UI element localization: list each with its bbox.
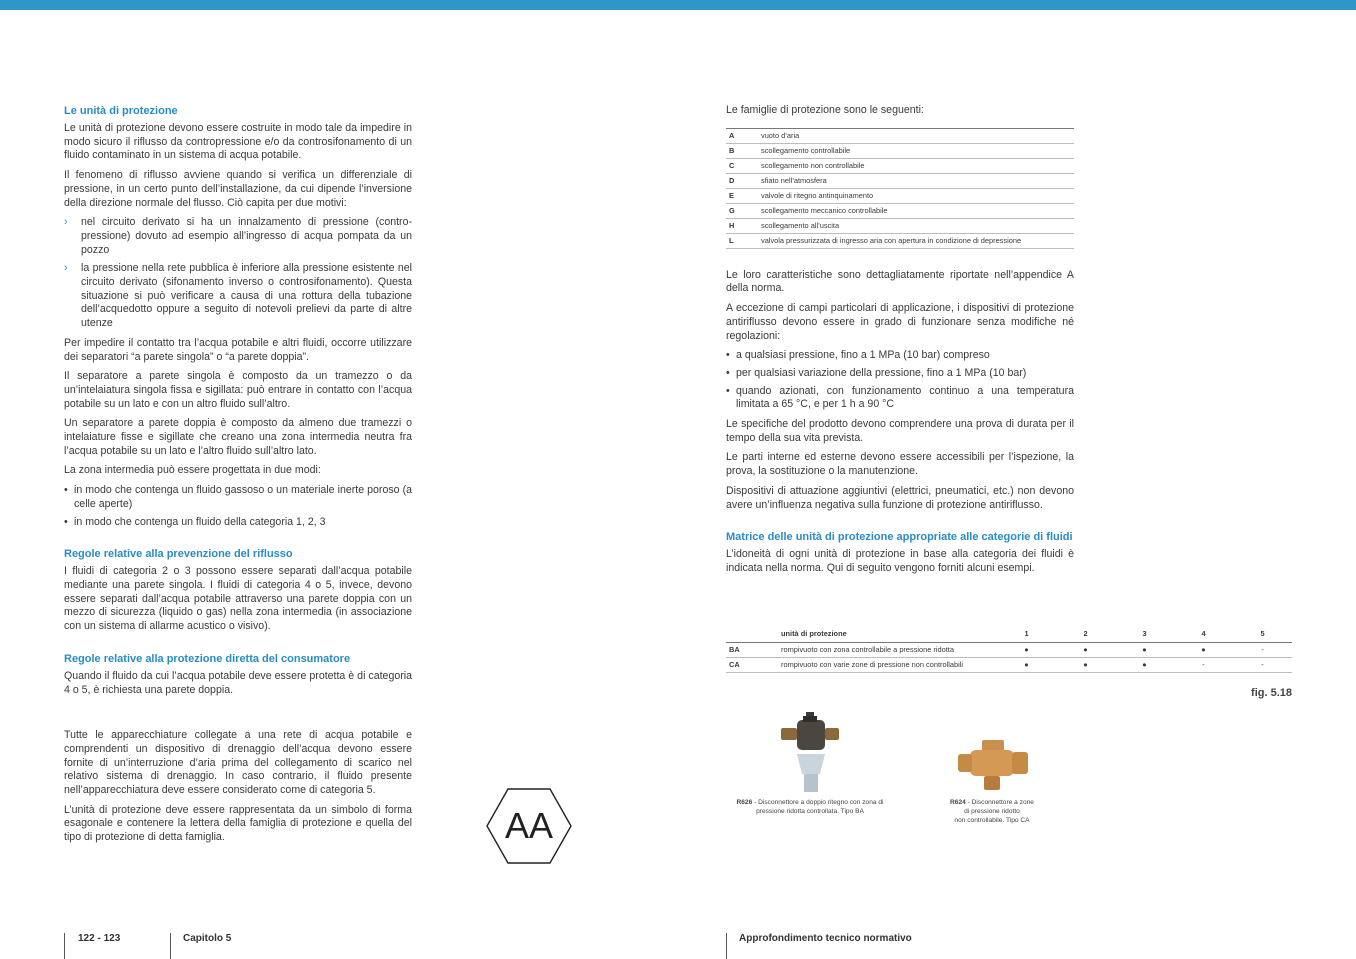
paragraph: Il fenomeno di riflusso avviene quando si verifica un differenziale di pressione, in un certo punto dell’installazione, da cui dipende l’inversione della direzione normale del flusso. Ciò capita per due motivi: — [64, 169, 412, 209]
paragraph: Quando il fluido da cui l’acqua potabile deve essere protetta è di categoria 4 o 5, è richiesta una parete doppia. — [64, 669, 412, 696]
protection-matrix — [726, 627, 1292, 673]
table-row: H scollegamento all’uscita — [726, 218, 1074, 233]
column-header: 2 — [1056, 627, 1115, 643]
section-label: Approfondimento tecnico normativo — [739, 933, 912, 944]
product-r624: R624 - Disconnettore a zone di pressione ridotto non controllabile. Tipo CA — [940, 738, 1044, 825]
footer-divider — [64, 933, 65, 959]
table-row: L valvola pressurizzata di ingresso aria con apertura in condizione di depressione — [726, 233, 1074, 248]
paragraph: Le unità di protezione devono essere costruite in modo tale da impedire in modo sicuro il riflusso da contropressione e/o da controsifonamento di un fluido contaminato in un sistema di acqua potabile. — [64, 122, 412, 162]
top-accent-bar — [0, 0, 1356, 10]
table-row: G scollegamento meccanico controllabile — [726, 203, 1074, 218]
product-r626: R626 - Disconnettore a doppio ritegno con zona di pressione ridotta controllata. Tipo BA — [728, 710, 892, 816]
list-item: › la pressione nella rete pubblica è inferiore alla pressione esistente nel circuito derivato (sifonamento inverso o controsifonamento). Questa situazione si può verificare a causa di una rottura della tubazione dell’acquedotto oppure a seguito di notevoli prelievi da parte di altre utenze — [64, 262, 412, 330]
matrix-table — [726, 627, 1292, 673]
chevron-right-icon: › — [64, 216, 68, 229]
hexagon-label: AA — [504, 805, 554, 846]
page-numbers: 122 - 123 — [78, 933, 121, 944]
column-header: 4 — [1174, 627, 1233, 643]
conditions-list — [726, 349, 1074, 412]
paragraph: A eccezione di campi particolari di applicazione, i dispositivi di protezione antiriflusso devono essere in grado di funzionare senza modifiche né regolazioni: — [726, 302, 1074, 342]
table-row: E valvole di ritegno antinquinamento — [726, 188, 1074, 203]
paragraph: Tutte le apparecchiature collegate a una rete di acqua potabile e comprendenti un dispositivo di drenaggio dell’acqua devono essere fornite di un’interruzione d’aria prima del collegamento di scarico nel relativo sistema di drenaggio. In caso contrario, il fluido presente nell’apparecchiatura deve essere considerato come di categoria 5. — [64, 729, 412, 797]
table-row: A vuoto d’aria — [726, 128, 1074, 143]
right-column — [726, 104, 1074, 582]
footer-divider — [726, 933, 727, 959]
paragraph: Un separatore a parete doppia è composto da almeno due tramezzi o intelaiature fisse e sigillate che creano una zona intermedia neutra fra l’acqua potabile su un lato e l’altro fluido sull’altro lato. — [64, 417, 412, 457]
paragraph: Le loro caratteristiche sono dettagliatamente riportate nell’appendice A della norma. — [726, 268, 1074, 295]
list-item: › nel circuito derivato si ha un innalzamento di pressione (contro-pressione) dovuto ad esempio all’ingresso di acqua pompata da un pozzo — [64, 216, 412, 256]
table-row: D sfiato nell’atmosfera — [726, 173, 1074, 188]
column-header: 3 — [1115, 627, 1174, 643]
bullet-icon: • — [64, 484, 68, 497]
heading-consumer-protection: Regole relative alla protezione diretta del consumatore — [64, 652, 351, 665]
families-table — [726, 128, 1074, 249]
bullet-icon: • — [726, 366, 730, 379]
footer-divider — [170, 933, 171, 959]
paragraph: Le parti interne ed esterne devono essere accessibili per l’ispezione, la prova, la sostituzione o la manutenzione. — [726, 451, 1074, 478]
bullet-icon: • — [64, 515, 68, 528]
chevron-right-icon: › — [64, 262, 68, 275]
chapter-label: Capitolo 5 — [183, 933, 232, 944]
list-item: • per qualsiasi variazione della pressione, fino a 1 MPa (10 bar) — [726, 366, 1027, 379]
left-column — [64, 104, 412, 851]
list-item: • in modo che contenga un fluido gassoso o un materiale inerte poroso (a celle aperte) — [64, 484, 412, 510]
heading-backflow-prevention: Regole relative alla prevenzione del riflusso — [64, 548, 293, 561]
figure-label: fig. 5.18 — [1251, 687, 1292, 699]
heading-protection-units: Le unità di protezione — [64, 105, 178, 117]
column-header: 1 — [997, 627, 1056, 643]
paragraph: La zona intermedia può essere progettata in due modi: — [64, 464, 321, 477]
table-header-row — [726, 627, 1292, 643]
modes-list — [64, 484, 412, 529]
table-row: BA rompivuoto con zona controllabile a pressione ridotta ● ● ● ● - — [726, 643, 1292, 658]
paragraph: Per impedire il contatto tra l’acqua potabile e altri fluidi, occorre utilizzare dei separatori “a parete singola” o “a parete doppia”. — [64, 336, 412, 363]
table-row: B scollegamento controllabile — [726, 143, 1074, 158]
list-item: • a qualsiasi pressione, fino a 1 MPa (10 bar) compreso — [726, 349, 990, 362]
column-header: unità di protezione — [778, 627, 997, 643]
list-item: • in modo che contenga un fluido della categoria 1, 2, 3 — [64, 515, 326, 528]
list-item: • quando azionati, con funzionamento continuo a una temperatura limitata a 65 °C, e per 1 h a 90 °C — [726, 384, 1074, 411]
paragraph: L’idoneità di ogni unità di protezione in base alla categoria dei fluidi è indicata nella norma. Qui di seguito vengono forniti alcuni esempi. — [726, 548, 1074, 574]
bullet-icon: • — [726, 349, 730, 362]
hexagon-symbol — [486, 788, 572, 864]
table-row: C scollegamento non controllabile — [726, 158, 1074, 173]
paragraph: Il separatore a parete singola è composto da un tramezzo o da un’intelaiatura singola fissa e sigillata: può entrare in contatto con l’acqua potabile su un lato e con un altro fluido sull’altro. — [64, 370, 412, 410]
disconnector-valve-icon — [952, 738, 1032, 794]
disconnector-valve-icon — [775, 710, 845, 794]
paragraph: I fluidi di categoria 2 o 3 possono essere separati dall’acqua potabile mediante una parete singola. I fluidi di categoria 4 o 5, invece, devono essere separati dall’acqua potabile attraverso una parete doppia con un mezzo di sicurezza (liquido o gas) nella zona intermedia (in associazione con un sistema di allarme acustico o visivo). — [64, 565, 412, 633]
bullet-icon: • — [726, 384, 730, 397]
table-row: CA rompivuoto con varie zone di pressione non controllabili ● ● ● - - — [726, 658, 1292, 673]
heading-protection-matrix: Matrice delle unità di protezione appropriate alle categorie di fluidi — [726, 531, 1073, 544]
paragraph: Le famiglie di protezione sono le seguenti: — [726, 104, 924, 116]
paragraph: Le specifiche del prodotto devono comprendere una prova di durata per il tempo della sua vita prevista. — [726, 418, 1074, 444]
paragraph: L’unità di protezione deve essere rappresentata da un simbolo di forma esagonale e contenere la lettera della famiglia di protezione e quella del tipo di protezione di detta famiglia. — [64, 803, 412, 844]
paragraph: Dispositivi di attuazione aggiuntivi (elettrici, pneumatici, etc.) non devono avere un’influenza negativa sulla funzione di protezione antiriflusso. — [726, 484, 1074, 511]
reasons-list — [64, 216, 412, 331]
column-header: 5 — [1233, 627, 1292, 643]
